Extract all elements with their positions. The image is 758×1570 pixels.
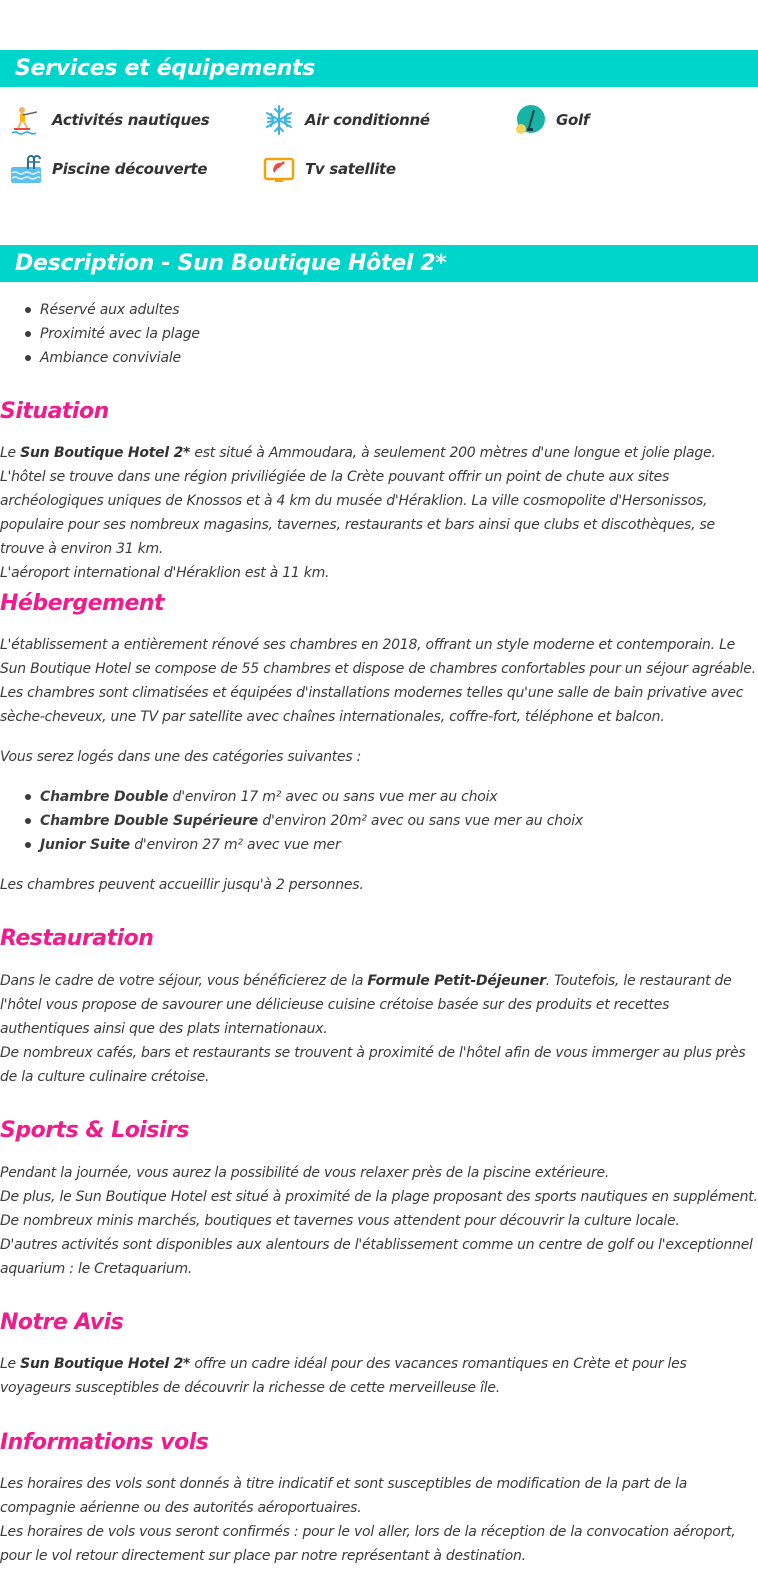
snowflake-icon [263,104,295,136]
list-item: Ambiance conviviale [25,346,200,370]
section-title-avis: Notre Avis [0,1310,124,1335]
service-item-pool [10,153,207,185]
sports-paragraph: Pendant la journée, vous aurez la possibilité de vous relaxer près de la piscine extérieure. De plus, le Sun Boutique Hotel est situé à proximité de la plage proposant des sports nautiques en supplément. De nombreux minis marchés, boutiques et tavernes vous attendent pour découvrir la culture locale. D'autres activités sont disponibles aux alentours de l'établissement comme un centre de golf ou l'exceptionnel aquarium : le Cretaquarium. [0,1165,758,1277]
water-ski-icon [10,104,42,136]
section-title-restauration: Restauration [0,926,154,951]
section-title-situation: Situation [0,399,109,424]
room-name: Chambre Double [40,789,169,805]
list-item: Chambre Double Supérieure d'environ 20m² avec ou sans vue mer au choix [25,809,583,833]
room-list [25,785,583,857]
avis-paragraph: Le Sun Boutique Hotel 2* offre un cadre idéal pour des vacances romantiques en Crète et pour les voyageurs susceptibles de découvrir la richesse de cette merveilleuse île. [0,1356,687,1396]
vols-paragraph: Les horaires des vols sont donnés à titre indicatif et sont susceptibles de modification de la part de la compagnie aérienne ou des autorités aéroportuaires. Les horaires de vols vous seront confirmés : pour le vol aller, lors de la réception de la convocation aéroport, pour le vol retour directement sur place par notre représentant à destination. [0,1476,736,1564]
service-item-tv [263,153,396,185]
service-item-nautical [10,104,209,136]
formula-name: Formule Petit-Déjeuner [367,973,546,989]
hotel-name: Sun Boutique Hotel 2* [20,1356,191,1372]
room-capacity: Les chambres peuvent accueillir jusqu'à 2 personnes. [0,877,364,893]
room-name: Junior Suite [40,837,130,853]
service-item-golf [514,104,589,136]
service-item-aircon [263,104,430,136]
pool-icon [10,153,42,185]
service-label: Activités nautiques [52,111,210,129]
list-item: Proximité avec la plage [25,322,200,346]
service-label: Tv satellite [305,160,396,178]
list-item: Junior Suite d'environ 27 m² avec vue mer [25,833,583,857]
services-header: Services et équipements [0,50,758,87]
situation-paragraph: Le Sun Boutique Hotel 2* est situé à Ammoudara, à seulement 200 mètres d'une longue et jolie plage. L'hôtel se trouve dans une région priviliégiée de la Crète pouvant offrir un point de chute aux sites archéologiques uniques de Knossos et à 4 km du musée d'Héraklion. La ville cosmopolite d'Hersonissos, populaire pour ses nombreux magasins, tavernes, restaurants et bars ainsi que clubs et discothèques, se trouve à environ 31 km. L'aéroport international d'Héraklion est à 11 km. [0,445,716,581]
hebergement-paragraph: L'établissement a entièrement rénové ses chambres en 2018, offrant un style moderne et contemporain. Le Sun Boutique Hotel se compose de 55 chambres et dispose de chambres confortables pour un séjour agréable. Les chambres sont climatisées et équipées d'installations modernes telles qu'une salle de bain privative avec sèche-cheveux, une TV par satellite avec chaînes internationales, coffre-fort, téléphone et balcon. [0,637,756,725]
service-label: Piscine découverte [52,160,208,178]
hotel-name: Sun Boutique Hotel 2* [20,445,191,461]
room-categories-intro: Vous serez logés dans une des catégories suivantes : [0,749,362,765]
restauration-paragraph: Dans le cadre de votre séjour, vous bénéficierez de la Formule Petit-Déjeuner. Toutefois, le restaurant de l'hôtel vous propose de savourer une délicieuse cuisine crétoise basée sur des produits et recettes authentiques ainsi que des plats internationaux. De nombreux cafés, bars et restaurants se trouvent à proximité de l'hôtel afin de vous immerger au plus près de la culture culinaire crétoise. [0,973,746,1085]
highlights-list [25,298,200,370]
service-label: Golf [556,111,590,129]
description-header: Description - Sun Boutique Hôtel 2* [0,245,758,282]
room-name: Chambre Double Supérieure [40,813,259,829]
list-item: Chambre Double d'environ 17 m² avec ou sans vue mer au choix [25,785,583,809]
service-label: Air conditionné [305,111,430,129]
satellite-tv-icon [263,153,295,185]
section-title-vols: Informations vols [0,1430,209,1455]
golf-icon [514,104,546,136]
section-title-sports: Sports & Loisirs [0,1118,189,1143]
section-title-hebergement: Hébergement [0,591,165,616]
list-item: Réservé aux adultes [25,298,200,322]
